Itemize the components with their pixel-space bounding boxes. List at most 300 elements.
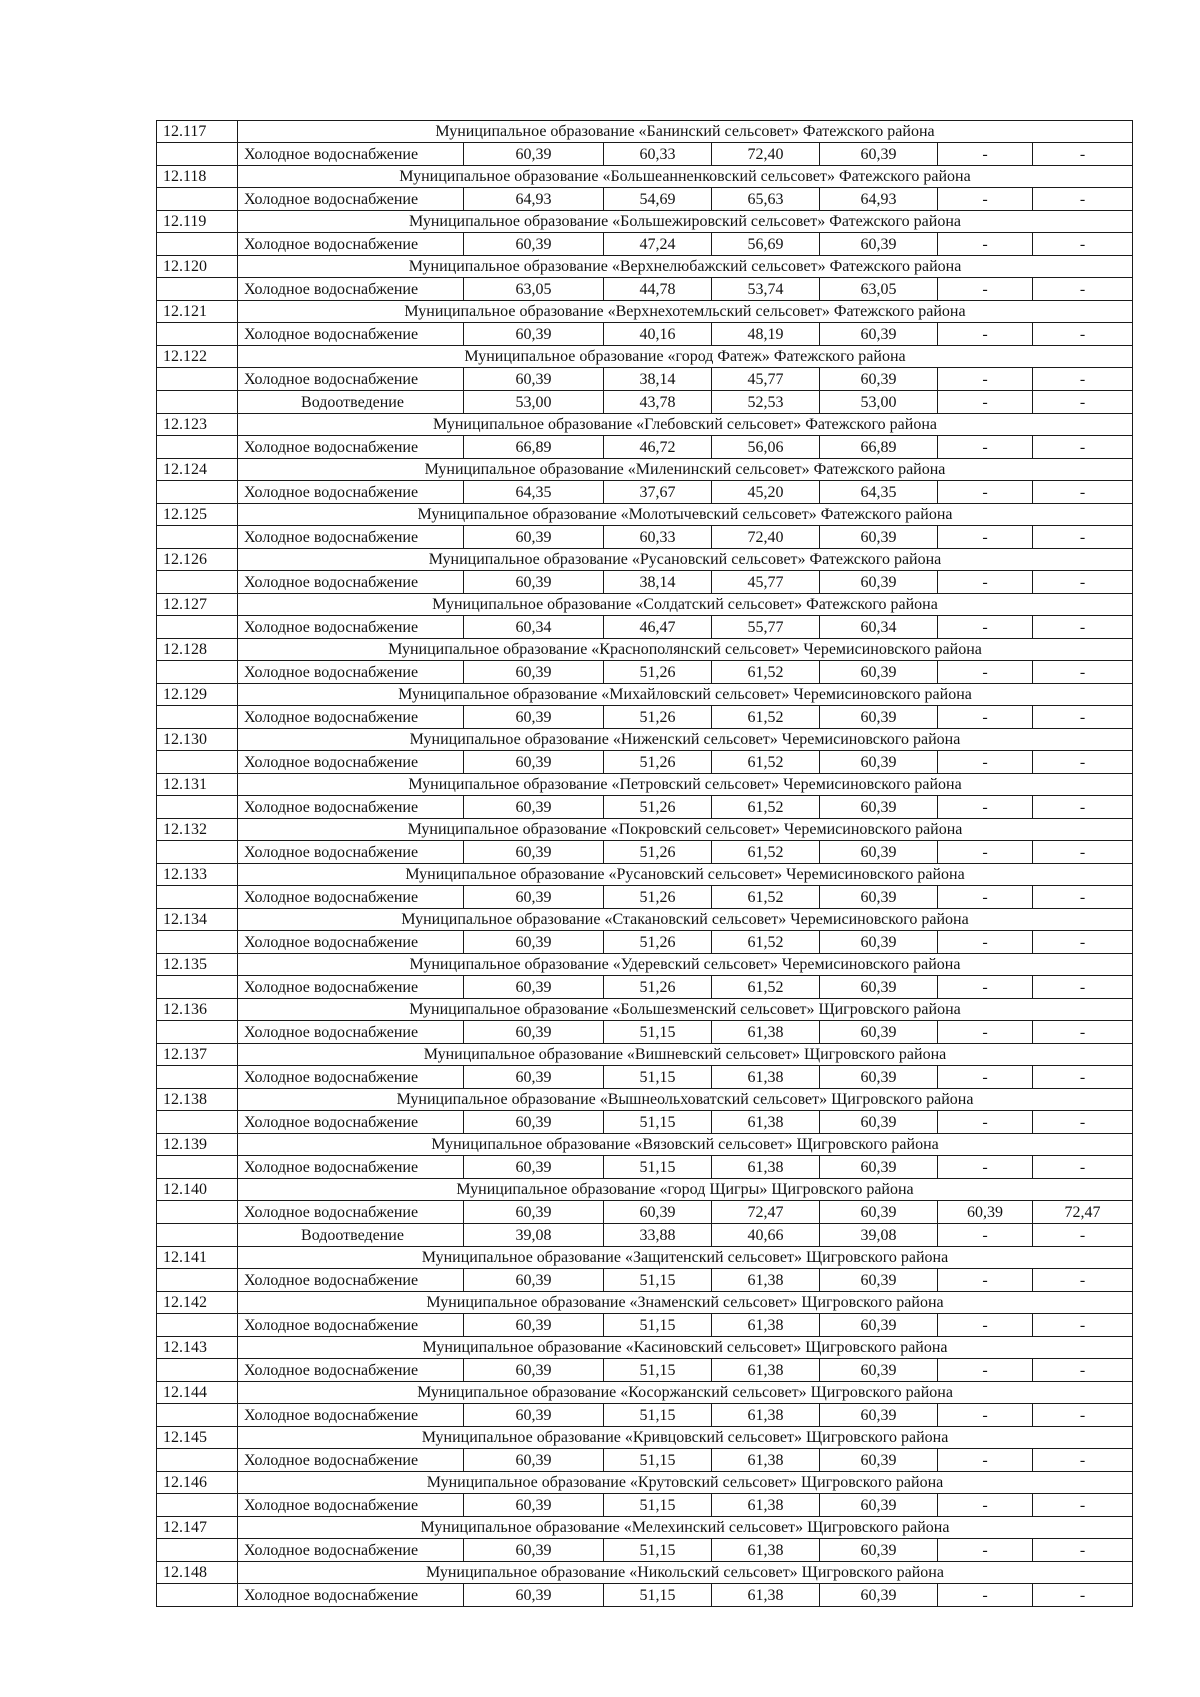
empty-code-cell	[157, 796, 238, 819]
section-title: Муниципальное образование «Знаменский сельсовет» Щигровского района	[238, 1292, 1133, 1314]
section-header-row	[157, 1562, 1133, 1584]
service-row	[157, 931, 1133, 954]
tariff-value-cell: -	[1033, 368, 1133, 391]
tariff-value-cell: 60,39	[464, 661, 604, 684]
service-name: Холодное водоснабжение	[238, 1156, 464, 1179]
section-code: 12.131	[157, 774, 238, 796]
section-title: Муниципальное образование «Большеанненковский сельсовет» Фатежского района	[238, 166, 1133, 188]
tariff-value-cell: 51,15	[604, 1269, 712, 1292]
tariff-value-cell: -	[938, 751, 1033, 774]
tariff-value-cell: 38,14	[604, 571, 712, 594]
tariff-value-cell: -	[938, 976, 1033, 999]
tariff-value-cell: 51,26	[604, 931, 712, 954]
section-code: 12.148	[157, 1562, 238, 1584]
section-title: Муниципальное образование «город Щигры» Щигровского района	[238, 1179, 1133, 1201]
tariff-value-cell: 60,39	[464, 143, 604, 166]
empty-code-cell	[157, 616, 238, 639]
tariff-value-cell: -	[1033, 526, 1133, 549]
empty-code-cell	[157, 1269, 238, 1292]
tariff-value-cell: 60,39	[464, 841, 604, 864]
tariff-table-body	[157, 121, 1133, 1607]
tariff-value-cell: -	[938, 526, 1033, 549]
tariff-value-cell: 61,52	[712, 931, 820, 954]
section-code: 12.120	[157, 256, 238, 278]
section-header-row	[157, 729, 1133, 751]
section-title: Муниципальное образование «Верхнехотемльский сельсовет» Фатежского района	[238, 301, 1133, 323]
tariff-value-cell: 60,39	[464, 976, 604, 999]
tariff-value-cell: 64,35	[464, 481, 604, 504]
empty-code-cell	[157, 841, 238, 864]
section-header-row	[157, 1089, 1133, 1111]
empty-code-cell	[157, 1359, 238, 1382]
section-code: 12.124	[157, 459, 238, 481]
tariff-value-cell: -	[938, 1404, 1033, 1427]
tariff-value-cell: -	[1033, 1111, 1133, 1134]
section-code: 12.137	[157, 1044, 238, 1066]
tariff-value-cell: -	[938, 796, 1033, 819]
section-code: 12.128	[157, 639, 238, 661]
section-header-row	[157, 1337, 1133, 1359]
tariff-table	[156, 120, 1133, 1607]
tariff-value-cell: -	[1033, 1404, 1133, 1427]
tariff-value-cell: 43,78	[604, 391, 712, 414]
service-row	[157, 571, 1133, 594]
section-code: 12.132	[157, 819, 238, 841]
service-row	[157, 976, 1133, 999]
tariff-value-cell: 64,93	[464, 188, 604, 211]
service-name: Водоотведение	[238, 391, 464, 414]
tariff-value-cell: 60,39	[820, 931, 938, 954]
tariff-value-cell: 60,39	[820, 1269, 938, 1292]
tariff-value-cell: 60,39	[464, 571, 604, 594]
section-title: Муниципальное образование «Ниженский сельсовет» Черемисиновского района	[238, 729, 1133, 751]
section-title: Муниципальное образование «Кривцовский сельсовет» Щигровского района	[238, 1427, 1133, 1449]
empty-code-cell	[157, 1449, 238, 1472]
tariff-value-cell: 38,14	[604, 368, 712, 391]
tariff-value-cell: 60,39	[464, 886, 604, 909]
section-title: Муниципальное образование «Вишневский сельсовет» Щигровского района	[238, 1044, 1133, 1066]
empty-code-cell	[157, 188, 238, 211]
service-row	[157, 751, 1133, 774]
section-title: Муниципальное образование «Мелехинский сельсовет» Щигровского района	[238, 1517, 1133, 1539]
service-name: Холодное водоснабжение	[238, 661, 464, 684]
empty-code-cell	[157, 886, 238, 909]
service-name: Холодное водоснабжение	[238, 233, 464, 256]
tariff-value-cell: 51,26	[604, 796, 712, 819]
service-name: Холодное водоснабжение	[238, 706, 464, 729]
tariff-value-cell: 40,66	[712, 1224, 820, 1247]
section-code: 12.142	[157, 1292, 238, 1314]
empty-code-cell	[157, 1404, 238, 1427]
section-title: Муниципальное образование «Банинский сельсовет» Фатежского района	[238, 121, 1133, 143]
tariff-value-cell: 61,52	[712, 796, 820, 819]
tariff-value-cell: 60,39	[464, 1449, 604, 1472]
tariff-value-cell: 60,39	[820, 368, 938, 391]
service-name: Холодное водоснабжение	[238, 841, 464, 864]
empty-code-cell	[157, 661, 238, 684]
section-title: Муниципальное образование «Петровский сельсовет» Черемисиновского района	[238, 774, 1133, 796]
tariff-value-cell: 64,35	[820, 481, 938, 504]
tariff-value-cell: 51,26	[604, 976, 712, 999]
tariff-value-cell: -	[1033, 188, 1133, 211]
tariff-value-cell: 51,26	[604, 661, 712, 684]
tariff-value-cell: -	[938, 841, 1033, 864]
tariff-value-cell: -	[938, 571, 1033, 594]
section-header-row	[157, 459, 1133, 481]
tariff-value-cell: -	[938, 278, 1033, 301]
tariff-value-cell: -	[938, 368, 1033, 391]
tariff-value-cell: -	[938, 931, 1033, 954]
tariff-value-cell: -	[1033, 1021, 1133, 1044]
tariff-value-cell: 60,39	[464, 1494, 604, 1517]
tariff-value-cell: 60,39	[464, 1111, 604, 1134]
tariff-value-cell: 60,39	[604, 1201, 712, 1224]
tariff-value-cell: 40,16	[604, 323, 712, 346]
section-code: 12.130	[157, 729, 238, 751]
tariff-value-cell: 53,00	[464, 391, 604, 414]
service-name: Холодное водоснабжение	[238, 796, 464, 819]
section-code: 12.125	[157, 504, 238, 526]
tariff-value-cell: 61,38	[712, 1066, 820, 1089]
section-code: 12.122	[157, 346, 238, 368]
tariff-value-cell: -	[938, 886, 1033, 909]
tariff-value-cell: 60,39	[820, 1494, 938, 1517]
tariff-value-cell: 60,39	[820, 886, 938, 909]
section-code: 12.140	[157, 1179, 238, 1201]
section-header-row	[157, 774, 1133, 796]
tariff-value-cell: -	[1033, 143, 1133, 166]
section-title: Муниципальное образование «Крутовский сельсовет» Щигровского района	[238, 1472, 1133, 1494]
section-title: Муниципальное образование «Русановский сельсовет» Черемисиновского района	[238, 864, 1133, 886]
section-code: 12.118	[157, 166, 238, 188]
tariff-value-cell: 56,06	[712, 436, 820, 459]
service-name: Холодное водоснабжение	[238, 886, 464, 909]
tariff-value-cell: 61,38	[712, 1111, 820, 1134]
tariff-value-cell: -	[1033, 796, 1133, 819]
empty-code-cell	[157, 323, 238, 346]
section-code: 12.146	[157, 1472, 238, 1494]
tariff-value-cell: -	[1033, 1539, 1133, 1562]
tariff-value-cell: -	[938, 1359, 1033, 1382]
service-name: Холодное водоснабжение	[238, 1201, 464, 1224]
tariff-value-cell: 60,34	[464, 616, 604, 639]
section-title: Муниципальное образование «Касиновский сельсовет» Щигровского района	[238, 1337, 1133, 1359]
service-row	[157, 526, 1133, 549]
section-code: 12.117	[157, 121, 238, 143]
tariff-value-cell: 46,47	[604, 616, 712, 639]
service-row	[157, 706, 1133, 729]
section-code: 12.147	[157, 1517, 238, 1539]
tariff-value-cell: 61,52	[712, 976, 820, 999]
service-row	[157, 1201, 1133, 1224]
tariff-value-cell: 60,39	[464, 931, 604, 954]
section-code: 12.134	[157, 909, 238, 931]
tariff-value-cell: 39,08	[464, 1224, 604, 1247]
tariff-value-cell: 60,39	[820, 1539, 938, 1562]
tariff-value-cell: 60,39	[464, 368, 604, 391]
section-header-row	[157, 954, 1133, 976]
tariff-value-cell: 66,89	[464, 436, 604, 459]
section-header-row	[157, 594, 1133, 616]
section-header-row	[157, 684, 1133, 706]
tariff-value-cell: 60,39	[820, 1156, 938, 1179]
section-header-row	[157, 1472, 1133, 1494]
tariff-value-cell: 51,15	[604, 1539, 712, 1562]
tariff-value-cell: -	[1033, 1066, 1133, 1089]
section-title: Муниципальное образование «Большезменский сельсовет» Щигровского района	[238, 999, 1133, 1021]
section-header-row	[157, 211, 1133, 233]
service-row	[157, 1021, 1133, 1044]
tariff-value-cell: 60,39	[938, 1201, 1033, 1224]
tariff-value-cell: -	[938, 661, 1033, 684]
empty-code-cell	[157, 976, 238, 999]
tariff-value-cell: 45,20	[712, 481, 820, 504]
tariff-value-cell: 61,38	[712, 1269, 820, 1292]
tariff-value-cell: 51,15	[604, 1584, 712, 1607]
tariff-value-cell: -	[938, 1156, 1033, 1179]
tariff-value-cell: -	[1033, 706, 1133, 729]
tariff-value-cell: -	[1033, 661, 1133, 684]
empty-code-cell	[157, 1201, 238, 1224]
service-name: Холодное водоснабжение	[238, 1449, 464, 1472]
service-name: Холодное водоснабжение	[238, 188, 464, 211]
tariff-value-cell: 51,15	[604, 1404, 712, 1427]
section-code: 12.123	[157, 414, 238, 436]
service-row	[157, 278, 1133, 301]
tariff-value-cell: 44,78	[604, 278, 712, 301]
empty-code-cell	[157, 278, 238, 301]
tariff-value-cell: 60,39	[820, 233, 938, 256]
tariff-value-cell: -	[938, 706, 1033, 729]
tariff-value-cell: 60,39	[820, 526, 938, 549]
tariff-value-cell: 60,39	[820, 1449, 938, 1472]
tariff-value-cell: 61,38	[712, 1449, 820, 1472]
section-header-row	[157, 1134, 1133, 1156]
service-row	[157, 1269, 1133, 1292]
service-row	[157, 1494, 1133, 1517]
service-row	[157, 1539, 1133, 1562]
section-header-row	[157, 549, 1133, 571]
tariff-value-cell: 61,38	[712, 1539, 820, 1562]
section-code: 12.139	[157, 1134, 238, 1156]
tariff-value-cell: -	[938, 1021, 1033, 1044]
tariff-value-cell: 61,38	[712, 1584, 820, 1607]
empty-code-cell	[157, 1224, 238, 1247]
tariff-value-cell: 63,05	[820, 278, 938, 301]
service-name: Холодное водоснабжение	[238, 1111, 464, 1134]
tariff-value-cell: 61,38	[712, 1156, 820, 1179]
tariff-value-cell: -	[1033, 323, 1133, 346]
tariff-value-cell: -	[938, 1449, 1033, 1472]
tariff-value-cell: -	[1033, 976, 1133, 999]
tariff-value-cell: -	[1033, 886, 1133, 909]
section-title: Муниципальное образование «Глебовский сельсовет» Фатежского района	[238, 414, 1133, 436]
tariff-value-cell: 60,39	[820, 841, 938, 864]
section-header-row	[157, 1044, 1133, 1066]
tariff-value-cell: 61,38	[712, 1314, 820, 1337]
tariff-value-cell: -	[1033, 1156, 1133, 1179]
tariff-value-cell: 60,39	[820, 323, 938, 346]
tariff-value-cell: 56,69	[712, 233, 820, 256]
section-code: 12.129	[157, 684, 238, 706]
section-header-row	[157, 346, 1133, 368]
tariff-value-cell: 63,05	[464, 278, 604, 301]
empty-code-cell	[157, 706, 238, 729]
tariff-value-cell: -	[938, 188, 1033, 211]
empty-code-cell	[157, 1539, 238, 1562]
service-name: Холодное водоснабжение	[238, 751, 464, 774]
tariff-value-cell: 61,38	[712, 1021, 820, 1044]
empty-code-cell	[157, 1314, 238, 1337]
service-name: Холодное водоснабжение	[238, 1269, 464, 1292]
service-name: Холодное водоснабжение	[238, 323, 464, 346]
tariff-value-cell: 61,38	[712, 1494, 820, 1517]
service-row	[157, 1111, 1133, 1134]
section-header-row	[157, 1427, 1133, 1449]
section-code: 12.126	[157, 549, 238, 571]
section-code: 12.144	[157, 1382, 238, 1404]
tariff-value-cell: 60,39	[820, 571, 938, 594]
service-name: Холодное водоснабжение	[238, 1494, 464, 1517]
section-header-row	[157, 1382, 1133, 1404]
tariff-value-cell: -	[938, 1066, 1033, 1089]
empty-code-cell	[157, 233, 238, 256]
empty-code-cell	[157, 751, 238, 774]
tariff-value-cell: 60,39	[464, 233, 604, 256]
tariff-value-cell: 60,39	[464, 1404, 604, 1427]
service-row	[157, 1359, 1133, 1382]
service-name: Холодное водоснабжение	[238, 1066, 464, 1089]
section-code: 12.138	[157, 1089, 238, 1111]
empty-code-cell	[157, 1584, 238, 1607]
service-name: Холодное водоснабжение	[238, 616, 464, 639]
service-row	[157, 391, 1133, 414]
tariff-value-cell: 47,24	[604, 233, 712, 256]
tariff-value-cell: 60,39	[464, 526, 604, 549]
tariff-value-cell: -	[938, 481, 1033, 504]
empty-code-cell	[157, 368, 238, 391]
tariff-value-cell: 51,26	[604, 886, 712, 909]
empty-code-cell	[157, 481, 238, 504]
tariff-value-cell: 51,15	[604, 1314, 712, 1337]
tariff-value-cell: 60,39	[464, 1066, 604, 1089]
tariff-value-cell: -	[1033, 436, 1133, 459]
tariff-value-cell: 33,88	[604, 1224, 712, 1247]
tariff-value-cell: -	[1033, 841, 1133, 864]
tariff-value-cell: -	[1033, 571, 1133, 594]
tariff-value-cell: 37,67	[604, 481, 712, 504]
tariff-value-cell: 51,26	[604, 706, 712, 729]
tariff-value-cell: 39,08	[820, 1224, 938, 1247]
section-title: Муниципальное образование «Стакановский сельсовет» Черемисиновского района	[238, 909, 1133, 931]
service-name: Холодное водоснабжение	[238, 526, 464, 549]
service-row	[157, 661, 1133, 684]
tariff-value-cell: 45,77	[712, 571, 820, 594]
empty-code-cell	[157, 391, 238, 414]
section-header-row	[157, 639, 1133, 661]
tariff-value-cell: 46,72	[604, 436, 712, 459]
tariff-value-cell: 51,15	[604, 1359, 712, 1382]
service-row	[157, 436, 1133, 459]
section-title: Муниципальное образование «Вышнеольховатский сельсовет» Щигровского района	[238, 1089, 1133, 1111]
section-title: Муниципальное образование «Покровский сельсовет» Черемисиновского района	[238, 819, 1133, 841]
tariff-value-cell: 60,39	[464, 1269, 604, 1292]
empty-code-cell	[157, 1494, 238, 1517]
tariff-value-cell: 60,39	[464, 1359, 604, 1382]
tariff-value-cell: -	[938, 1224, 1033, 1247]
tariff-value-cell: 61,38	[712, 1359, 820, 1382]
tariff-value-cell: 51,15	[604, 1449, 712, 1472]
tariff-value-cell: 60,34	[820, 616, 938, 639]
section-code: 12.141	[157, 1247, 238, 1269]
service-row	[157, 481, 1133, 504]
service-name: Холодное водоснабжение	[238, 1314, 464, 1337]
tariff-value-cell: -	[938, 1494, 1033, 1517]
tariff-value-cell: 48,19	[712, 323, 820, 346]
tariff-value-cell: 60,39	[820, 796, 938, 819]
service-row	[157, 616, 1133, 639]
section-code: 12.121	[157, 301, 238, 323]
tariff-value-cell: 72,40	[712, 526, 820, 549]
section-header-row	[157, 1517, 1133, 1539]
service-name: Холодное водоснабжение	[238, 143, 464, 166]
tariff-value-cell: -	[1033, 616, 1133, 639]
service-name: Холодное водоснабжение	[238, 1404, 464, 1427]
tariff-value-cell: 53,00	[820, 391, 938, 414]
section-title: Муниципальное образование «Миленинский сельсовет» Фатежского района	[238, 459, 1133, 481]
tariff-value-cell: 51,15	[604, 1111, 712, 1134]
tariff-value-cell: -	[938, 1269, 1033, 1292]
tariff-value-cell: -	[938, 233, 1033, 256]
section-header-row	[157, 1247, 1133, 1269]
empty-code-cell	[157, 526, 238, 549]
tariff-value-cell: 61,38	[712, 1404, 820, 1427]
empty-code-cell	[157, 1021, 238, 1044]
service-name: Холодное водоснабжение	[238, 481, 464, 504]
service-row	[157, 1314, 1133, 1337]
tariff-value-cell: 60,33	[604, 143, 712, 166]
tariff-value-cell: -	[938, 1111, 1033, 1134]
service-name: Холодное водоснабжение	[238, 1539, 464, 1562]
service-name: Холодное водоснабжение	[238, 1021, 464, 1044]
service-row	[157, 323, 1133, 346]
tariff-value-cell: 60,39	[820, 143, 938, 166]
tariff-value-cell: 60,39	[464, 796, 604, 819]
tariff-value-cell: -	[938, 143, 1033, 166]
tariff-value-cell: 60,39	[820, 751, 938, 774]
section-code: 12.135	[157, 954, 238, 976]
section-header-row	[157, 504, 1133, 526]
empty-code-cell	[157, 931, 238, 954]
service-row	[157, 1156, 1133, 1179]
service-name: Холодное водоснабжение	[238, 278, 464, 301]
section-title: Муниципальное образование «Удеревский сельсовет» Черемисиновского района	[238, 954, 1133, 976]
section-header-row	[157, 819, 1133, 841]
tariff-value-cell: 60,39	[820, 1066, 938, 1089]
service-row	[157, 1404, 1133, 1427]
tariff-value-cell: -	[1033, 481, 1133, 504]
service-name: Холодное водоснабжение	[238, 571, 464, 594]
service-name: Холодное водоснабжение	[238, 1359, 464, 1382]
tariff-value-cell: -	[1033, 1494, 1133, 1517]
tariff-value-cell: 51,15	[604, 1494, 712, 1517]
tariff-value-cell: 60,39	[820, 1404, 938, 1427]
tariff-value-cell: 55,77	[712, 616, 820, 639]
tariff-value-cell: 66,89	[820, 436, 938, 459]
tariff-value-cell: 60,39	[820, 1359, 938, 1382]
service-row	[157, 886, 1133, 909]
service-name: Холодное водоснабжение	[238, 368, 464, 391]
